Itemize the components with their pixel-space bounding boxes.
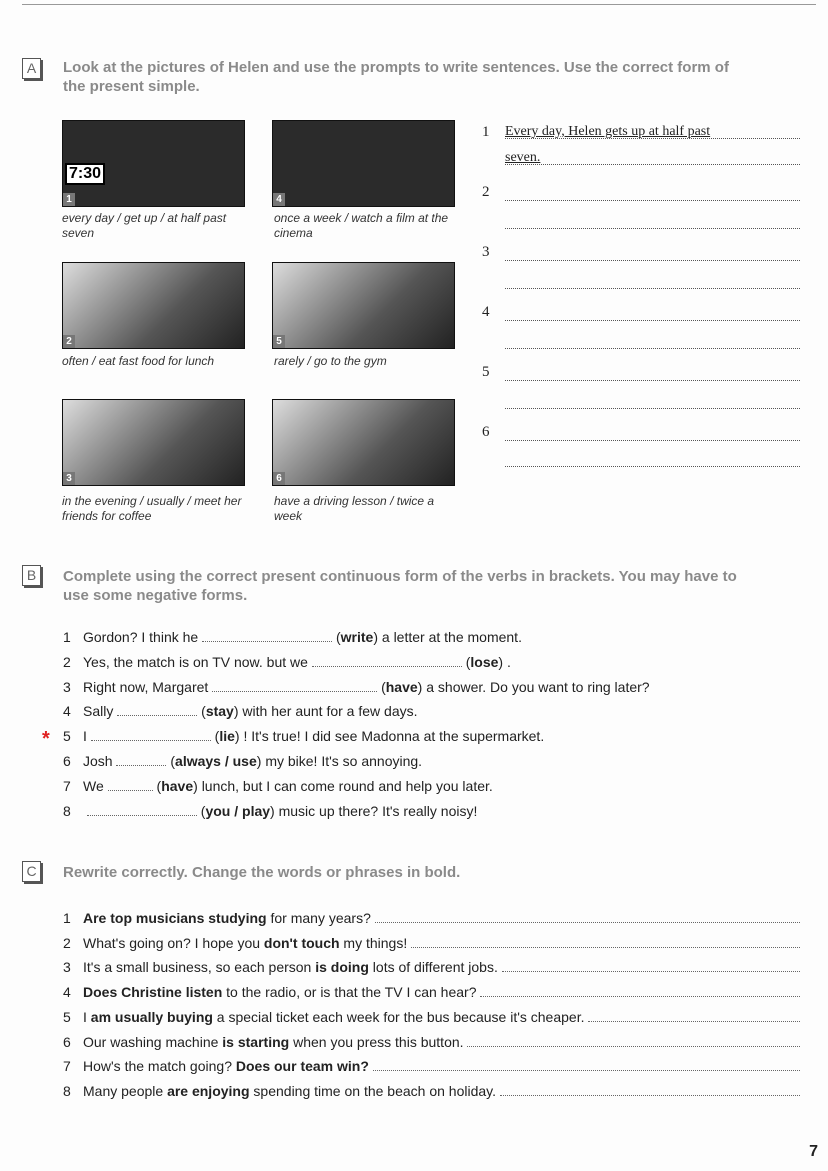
picture-number: 4 — [273, 193, 285, 206]
picture-1 — [62, 120, 245, 207]
answer-line-4[interactable] — [505, 306, 800, 321]
answer-blank[interactable] — [373, 1058, 800, 1071]
item-number: 1 — [63, 910, 71, 926]
verb-prompt: lose — [470, 653, 499, 670]
item-number: 1 — [63, 629, 71, 645]
item-number: 8 — [63, 1082, 71, 1099]
item-text: for many years? — [266, 910, 371, 926]
item-prefix: We — [83, 777, 104, 794]
exercise-b-item: 2 Yes, the match is on TV now. but we (lose) . — [63, 653, 511, 670]
exercise-c-item — [63, 1057, 803, 1075]
answer-line-4b[interactable] — [505, 334, 800, 349]
clock-display: 7:30 — [65, 163, 105, 185]
verb-prompt: write — [340, 629, 374, 645]
bold-phrase: am usually buying — [90, 1008, 213, 1025]
item-text: What's going on? I hope you — [83, 934, 264, 951]
item-number: 8 — [63, 802, 71, 819]
item-number: 6 — [63, 753, 71, 769]
picture-number: 6 — [273, 472, 285, 485]
item-text: Our washing machine — [83, 1033, 223, 1050]
item-suffix: a letter at the moment. — [381, 629, 522, 645]
item-text: It's a small business, so each person — [83, 959, 316, 976]
picture-2 — [62, 262, 245, 349]
item-suffix: my bike! It's so annoying. — [265, 753, 423, 769]
section-a-instruction: Look at the pictures of Helen and use the prompts to write sentences. Use the correct form of the present simple. — [63, 59, 729, 95]
answer-line-6b[interactable] — [505, 452, 800, 467]
answer-blank[interactable] — [502, 959, 800, 972]
answer-blank[interactable] — [588, 1009, 800, 1022]
answer-blank[interactable] — [91, 728, 211, 741]
exercise-b-item: 6 Josh (always / use) my bike! It's so annoying. — [63, 753, 423, 769]
bold-phrase: are enjoying — [167, 1082, 250, 1099]
picture-caption: once a week / watch a film at the cinema — [274, 211, 449, 240]
picture-number: 1 — [63, 193, 75, 206]
answer-blank[interactable] — [117, 703, 197, 716]
item-number: 5 — [63, 1008, 71, 1025]
item-text: I — [83, 1008, 91, 1025]
item-number: 3 — [63, 678, 71, 695]
exercise-c-item — [63, 934, 803, 952]
answer-blank[interactable] — [108, 778, 153, 791]
picture-6 — [272, 399, 455, 486]
bold-phrase: Does our team win? — [235, 1058, 369, 1075]
bold-phrase: is doing — [315, 959, 369, 976]
picture-caption: in the evening / usually / meet her friends for coffee — [62, 494, 242, 523]
picture-5 — [272, 262, 455, 349]
exercise-b-item: 3 Right now, Margaret (have) a shower. Do you want to ring later? — [63, 678, 650, 695]
answer-number: 6 — [482, 424, 490, 440]
answer-line-5b[interactable] — [505, 394, 800, 409]
exercise-c-item — [63, 1033, 803, 1051]
item-number: 4 — [63, 703, 71, 720]
page-number: 7 — [809, 1143, 818, 1160]
item-number: 6 — [63, 1033, 71, 1050]
exercise-c-item — [63, 1008, 803, 1026]
bold-phrase: Does Christine listen — [83, 984, 223, 1001]
answer-blank[interactable] — [312, 654, 462, 667]
answer-blank[interactable] — [87, 803, 197, 816]
answer-line-3[interactable] — [505, 246, 800, 261]
answer-line-2b[interactable] — [505, 214, 800, 229]
verb-prompt: always / use — [175, 753, 257, 769]
item-text: How's the match going? — [83, 1058, 236, 1075]
picture-3 — [62, 399, 245, 486]
section-c-badge: C — [22, 861, 41, 882]
answer-line-1[interactable]: Every day, Helen gets up at half past — [505, 124, 800, 139]
item-text: Many people — [83, 1082, 168, 1099]
answer-blank[interactable] — [480, 984, 800, 997]
item-prefix: I — [83, 728, 87, 745]
picture-number: 2 — [63, 335, 75, 348]
picture-caption: have a driving lesson / twice a week — [274, 494, 435, 523]
exercise-c-item — [63, 909, 803, 927]
picture-number: 3 — [63, 472, 75, 485]
top-rule — [22, 4, 816, 5]
answer-number: 5 — [482, 364, 490, 380]
answer-line-3b[interactable] — [505, 274, 800, 289]
item-suffix: with her aunt for a few days. — [242, 703, 418, 720]
bold-phrase: Are top musicians studying — [83, 910, 267, 926]
exercise-b-item: 7 We (have) lunch, but I can come round and help you later. — [63, 777, 493, 794]
exercise-b-item: 1 Gordon? I think he (write) a letter at the moment. — [63, 629, 522, 645]
item-number: 2 — [63, 934, 71, 951]
answer-blank[interactable] — [411, 935, 800, 948]
answer-blank[interactable] — [116, 753, 166, 766]
item-suffix: ! It's true! I did see Madonna at the supermarket. — [243, 728, 545, 745]
picture-caption: every day / get up / at half past seven — [62, 211, 227, 240]
section-b-badge: B — [22, 565, 41, 586]
answer-number: 3 — [482, 244, 490, 260]
item-number: 5 — [63, 728, 71, 745]
item-suffix: a shower. Do you want to ring later? — [426, 678, 650, 695]
bold-phrase: is starting — [222, 1033, 290, 1050]
section-b-instruction: Complete using the correct present continuous form of the verbs in brackets. You may have to use some negative forms. — [63, 568, 737, 604]
verb-prompt: stay — [205, 703, 234, 720]
item-prefix: Josh — [83, 753, 113, 769]
answer-line-6[interactable] — [505, 426, 800, 441]
item-number: 7 — [63, 777, 71, 794]
item-text: to the radio, or is that the TV I can hear? — [222, 984, 477, 1001]
verb-prompt: have — [385, 678, 418, 695]
item-text: a special ticket each week for the bus because it's cheaper. — [212, 1008, 585, 1025]
answer-blank[interactable] — [212, 679, 377, 692]
picture-number: 5 — [273, 335, 285, 348]
exercise-c-item — [63, 1082, 803, 1100]
item-suffix: music up there? It's really noisy! — [278, 802, 478, 819]
exercise-c-item — [63, 983, 803, 1001]
item-number: 3 — [63, 959, 71, 976]
item-suffix: . — [506, 653, 511, 670]
answer-number: 2 — [482, 184, 490, 200]
item-prefix: Yes, the match is on TV now. but we — [83, 653, 308, 670]
answer-blank[interactable] — [375, 910, 800, 923]
verb-prompt: have — [161, 777, 194, 794]
picture-4 — [272, 120, 455, 207]
section-c-instruction: Rewrite correctly. Change the words or phrases in bold. — [63, 864, 461, 881]
red-star-marker: * — [42, 728, 50, 750]
section-a-badge: A — [22, 58, 41, 79]
answer-number: 1 — [482, 124, 490, 140]
answer-line-1b[interactable]: seven. — [505, 150, 800, 165]
item-text: when you press this button. — [289, 1033, 464, 1050]
item-text: my things! — [339, 934, 408, 951]
item-number: 2 — [63, 653, 71, 670]
item-suffix: lunch, but I can come round and help you later. — [201, 777, 493, 794]
answer-number: 4 — [482, 304, 490, 320]
item-text: lots of different jobs. — [368, 959, 498, 976]
exercise-b-item: 5 I (lie) ! It's true! I did see Madonna at the supermarket. — [63, 728, 545, 745]
exercise-c-item — [63, 958, 803, 976]
exercise-b-item: 4 Sally (stay) with her aunt for a few days. — [63, 703, 418, 720]
verb-prompt: lie — [219, 728, 235, 745]
item-text: spending time on the beach on holiday. — [249, 1082, 497, 1099]
answer-blank[interactable] — [202, 629, 332, 642]
verb-prompt: you / play — [205, 802, 271, 819]
answer-line-5[interactable] — [505, 366, 800, 381]
exercise-b-item: 8 (you / play) music up there? It's really noisy! — [63, 802, 478, 819]
answer-blank[interactable] — [500, 1083, 800, 1096]
bold-phrase: don't touch — [263, 934, 340, 951]
picture-caption: rarely / go to the gym — [274, 354, 387, 368]
item-number: 7 — [63, 1058, 71, 1075]
item-prefix: Gordon? I think he — [83, 629, 199, 645]
picture-caption: often / eat fast food for lunch — [62, 354, 215, 368]
answer-line-2[interactable] — [505, 186, 800, 201]
item-number: 4 — [63, 984, 71, 1001]
answer-blank[interactable] — [467, 1034, 800, 1047]
item-prefix: Sally — [83, 703, 114, 720]
item-prefix: Right now, Margaret — [83, 678, 209, 695]
